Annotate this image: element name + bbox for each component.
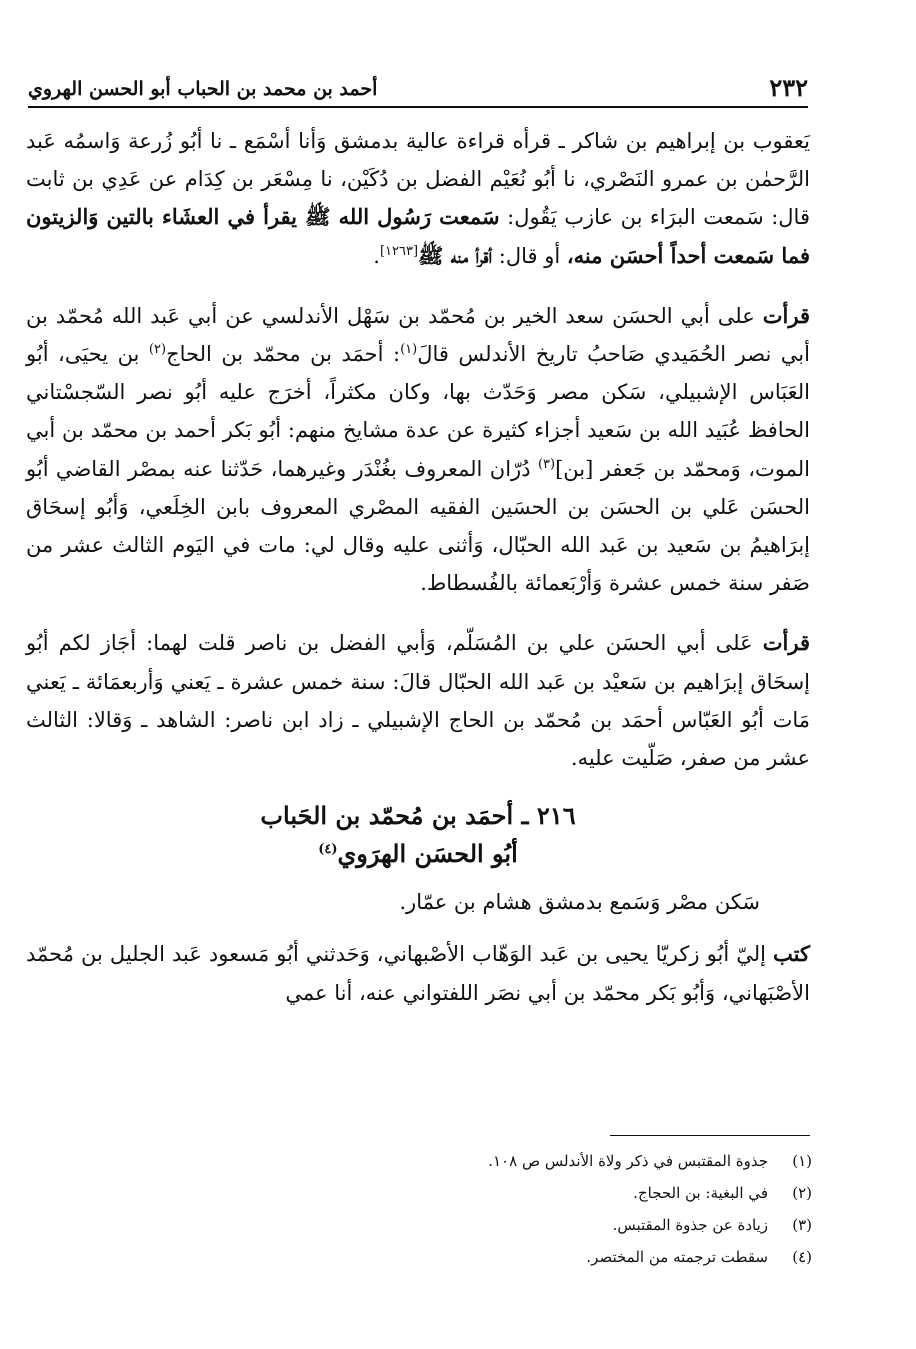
footnote-number: (٣) — [792, 1216, 812, 1234]
entry-subtitle: أبُو الحسَن الهرَوي — [337, 839, 518, 869]
body-text — [26, 122, 810, 1012]
page-number: ٢٣٢ — [769, 73, 808, 102]
paragraph-text: بن يحيَى، أبُو العَبَاس الإشبيلي، سَكن مصر وَحَدّث بها، وكان مكثراً، أخرَج عليه أبُو نصر السّجسْتاني الحافظ عُبَيد الله بن سَعيد أجزاء كثيرة عن عدة مشايخ منهم: أبُو بَكر أحمد بن محمّد بن أبي الموت، وَمحمّد بن جَعفر [بن] — [26, 342, 810, 481]
paragraph-lead-word: كتب — [773, 941, 810, 967]
paragraph-text: : أحمَد بن محمّد بن الحاج — [166, 342, 401, 367]
paragraph-text: عَلى أبي الحسَن علي بن المُسَلّم، وَأبي الفضل بن ناصر قلت لهما: أجَاز لكم أبُو إسحَاق إبرَاهيم بن سَعيْد بن عَبد الله الحبّال قالَ: سنة خمس عشرة ـ يَعني وَأربعمَائة ـ يَعني مَات أبُو العَبّاس أحمَد بن مُحمّد بن الحاج الإشبيلي ـ زاد ابن ناصر: الشاهد ـ وَقالا: الثالث عشر من صفر، صَلّيت عليه. — [26, 631, 810, 771]
paragraph-text: يَعقوب بن إبراهيم بن شاكر ـ قرأه قراءة عالية بدمشق وَأنا أسْمَع ـ نا أبُو زُرعة وَاسمُه عَبد الرَّحمٰن بن عمرو النَصْري، نا أبُو نُعَيْم الفضل بن دُكَيْن، نا مِسْعَر بن كِدَام عن عَدِي بن ثابت قال: سَمعت البرَاء بن عازب يَقُول: — [26, 129, 810, 230]
footnote-text: سقطت ترجمته من المختصر. — [586, 1248, 768, 1266]
paragraph-residence — [26, 883, 810, 921]
running-title: أحمد بن محمد بن الحباب أبو الحسن الهروي — [28, 78, 378, 100]
entry-title: ٢١٦ ـ أحمَد بن مُحمّد بن الحَباب — [260, 801, 576, 831]
paragraph-kataba — [26, 935, 810, 1011]
footnote-marker: (٣) — [537, 456, 556, 472]
paragraph-text: أو قال: — [498, 243, 561, 268]
footnote-text: في البغية: بن الحجاج. — [633, 1184, 768, 1202]
paragraph-text: على أبي الحسَن سعد الخير بن مُحمّد بن سَهْل الأندلسي عن أبي عَبد الله مُحمّد بن أبي نصر الحُمَيدي صَاحبُ تاريخ الأندلس قالَ — [26, 303, 810, 367]
hadith-quote: سَمعت رَسُول الله ﷺ يقرأ في العشَاء بالتين وَالزيتون فما سَمعت أحداً أحسَن منه، — [26, 204, 810, 268]
footnote-text: جذوة المقتبس في ذكر ولاة الأندلس ص ١٠٨. — [488, 1152, 768, 1170]
paragraph-lead-word: قرأت — [762, 630, 810, 656]
paragraph-end: . — [373, 243, 380, 268]
footnote-divider — [610, 1135, 810, 1136]
reference-number: [١٢٦٣] — [379, 243, 419, 259]
paragraph-lead-word: قرأت — [762, 302, 810, 328]
paragraph-text: إليّ أبُو زكريّا يحيى بن عَبد الوَهّاب الأصْبهاني، وَحَدثني أبُو مَسعود عَبد الجليل بن مُحمّد الأصْبَهاني، وَأبُو بَكر محمّد بن أبي نصَر اللفتواني عنه، أنا عمي — [26, 942, 810, 1005]
paragraph-text: دُرّان المعروف بغُنْدَر وغيرهما، حَدّثنا عنه بمصْر القاضي أبُو الحسَن عَلي بن الحسَن بن الحسَين الفقيه المصْري المعروف بابن الخِلَعي، وَأبُو إسحَاق إبرَاهيمُ بن سَعيد بن عَبد الله الحبّال، وَأثنى عليه وقال لي: مات في اليَوم الثالث عشر من صَفر سنة خمس عشرة وَأرْبَعمائة بالفُسطاط. — [26, 456, 810, 596]
footnote-number: (٢) — [792, 1184, 812, 1202]
hadith-quote: أقرأ منه ﷺ — [418, 242, 493, 268]
footnote-marker: (٤) — [318, 842, 338, 858]
footnote-item — [26, 1209, 812, 1241]
page-header — [28, 66, 808, 108]
footnote-marker: (١) — [400, 342, 418, 358]
footnote-number: (١) — [792, 1152, 812, 1170]
paragraph-hadith — [26, 122, 810, 275]
paragraph-ijaza — [26, 624, 810, 777]
footnote-item — [26, 1177, 812, 1209]
paragraph-humaydi — [26, 297, 810, 603]
footnote-number: (٤) — [792, 1248, 812, 1266]
footnote-item — [26, 1241, 812, 1273]
footnote-text: زيادة عن جذوة المقتبس. — [612, 1216, 768, 1234]
paragraph-text: سَكن مصْر وَسَمع بدمشق هشام بن عمّار. — [399, 890, 760, 915]
entry-heading — [26, 797, 810, 873]
footnote-item — [26, 1145, 812, 1177]
footnotes — [26, 1145, 812, 1273]
footnote-marker: (٢) — [148, 342, 167, 358]
